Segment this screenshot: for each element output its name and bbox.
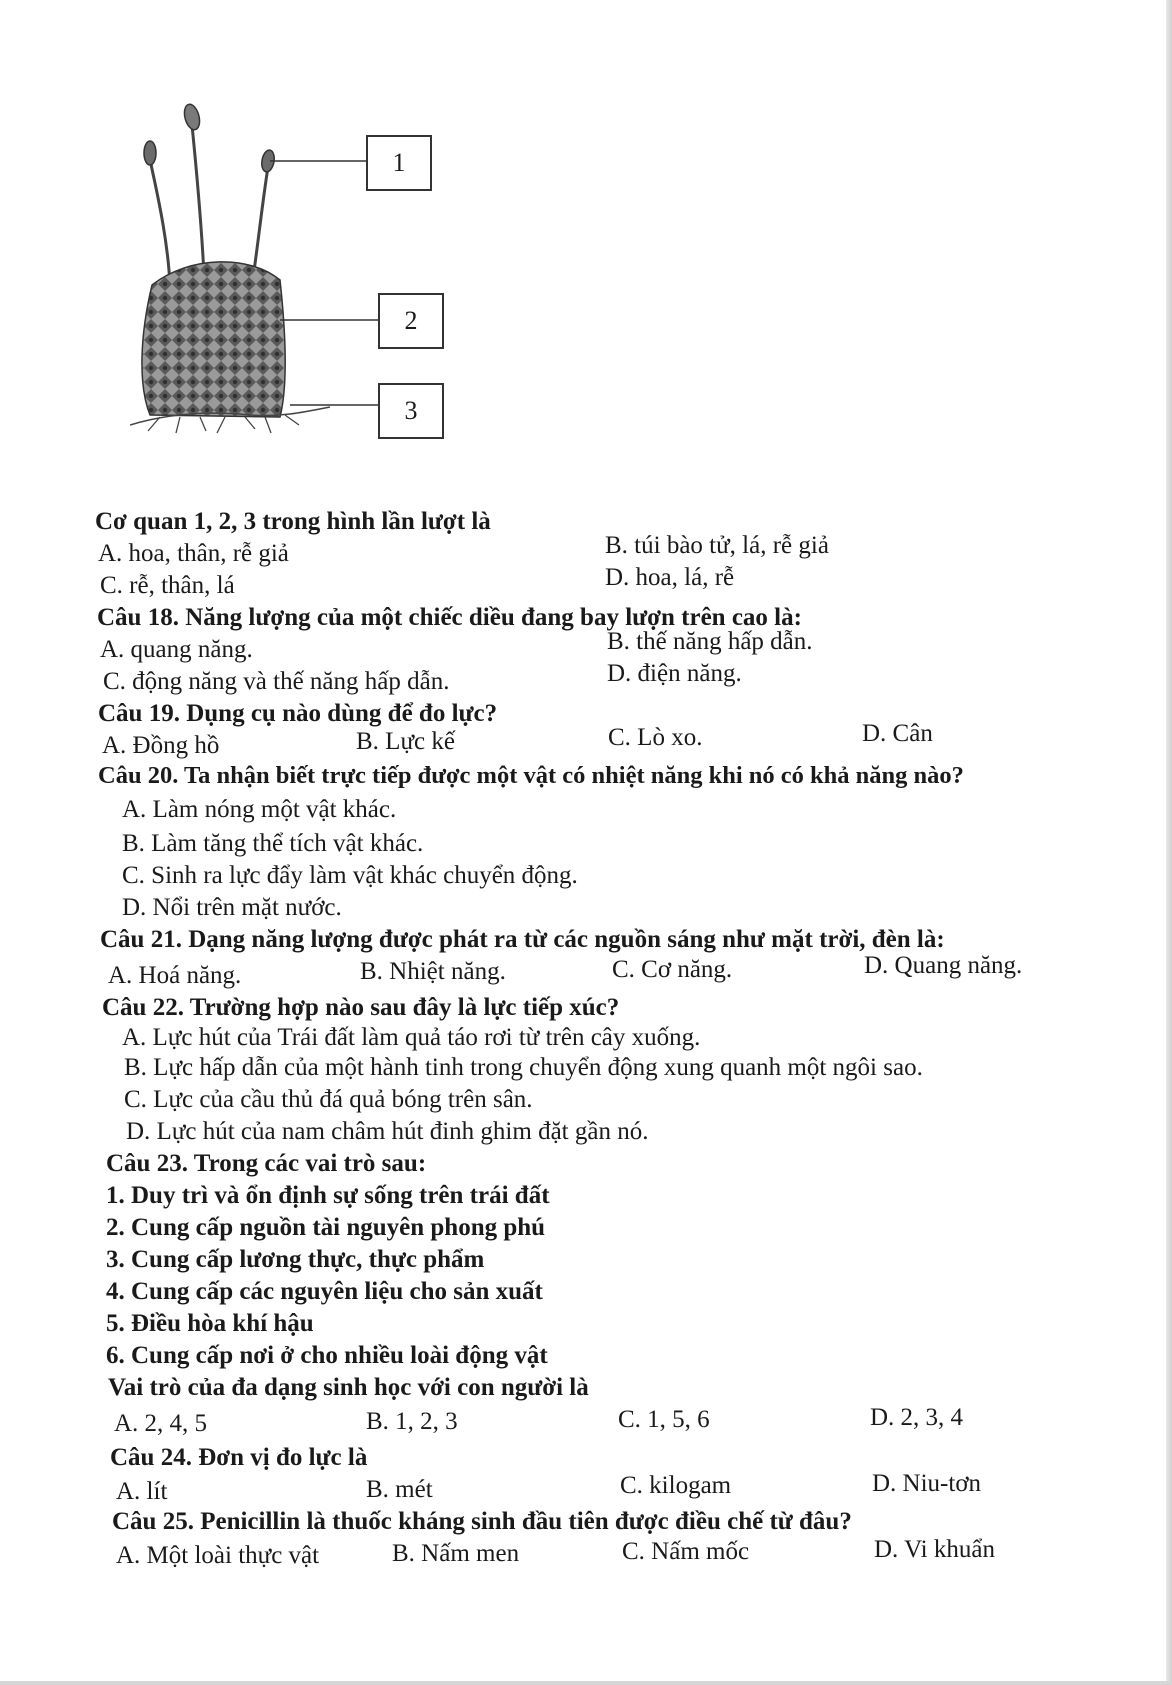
q20-option-b: B. Làm tăng thể tích vật khác. [122, 830, 424, 857]
q19-option-a: A. Đồng hồ [102, 732, 220, 759]
q20-option-c: C. Sinh ra lực đẩy làm vật khác chuyển động. [122, 862, 578, 889]
question-24-stem: Câu 24. Đơn vị đo lực là [110, 1444, 368, 1471]
q18-option-a: A. quang năng. [100, 636, 253, 663]
q21-option-d: D. Quang năng. [864, 952, 1023, 979]
q23-option-b: B. 1, 2, 3 [366, 1408, 458, 1435]
q21-option-a: A. Hoá năng. [108, 962, 242, 989]
q22-option-c: C. Lực của cầu thủ đá quả bóng trên sân. [124, 1086, 533, 1113]
q23-item-4: 4. Cung cấp các nguyên liệu cho sản xuất [106, 1278, 543, 1305]
q22-option-d: D. Lực hút của nam châm hút đinh ghim đặt gần nó. [126, 1118, 649, 1145]
q22-option-a: A. Lực hút của Trái đất làm quả táo rơi từ trên cây xuống. [122, 1024, 701, 1051]
q23-option-c: C. 1, 5, 6 [618, 1406, 710, 1433]
q25-option-d: D. Vi khuẩn [874, 1536, 995, 1563]
q17-option-a: A. hoa, thân, rễ giả [98, 540, 289, 567]
figure-label-2: 2 [378, 293, 444, 349]
question-23-stem: Câu 23. Trong các vai trò sau: [106, 1150, 427, 1177]
q18-option-c: C. động năng và thế năng hấp dẫn. [103, 668, 450, 695]
q23-item-5: 5. Điều hòa khí hậu [106, 1310, 314, 1337]
scan-bottom-edge [0, 1681, 1172, 1685]
moss-figure [130, 95, 490, 470]
q17-option-c: C. rễ, thân, lá [100, 572, 235, 599]
q19-option-c: C. Lò xo. [608, 724, 703, 751]
q24-option-a: A. lít [116, 1478, 168, 1505]
q19-option-b: B. Lực kế [356, 728, 455, 755]
q25-option-c: C. Nấm mốc [622, 1538, 750, 1565]
q22-option-b: B. Lực hấp dẫn của một hành tinh trong chuyển động xung quanh một ngôi sao. [124, 1054, 923, 1081]
question-22-stem: Câu 22. Trường hợp nào sau đây là lực tiếp xúc? [102, 994, 620, 1021]
q18-option-b: B. thế năng hấp dẫn. [607, 628, 813, 655]
q23-item-2: 2. Cung cấp nguồn tài nguyên phong phú [106, 1214, 546, 1241]
question-19-stem: Câu 19. Dụng cụ nào dùng để đo lực? [98, 700, 498, 727]
q25-option-b: B. Nấm men [392, 1540, 520, 1567]
question-25-stem: Câu 25. Penicillin là thuốc kháng sinh đầu tiên được điều chế từ đâu? [112, 1508, 852, 1535]
q17-option-d: D. hoa, lá, rễ [605, 564, 735, 591]
q24-option-c: C. kilogam [620, 1472, 732, 1499]
question-17-stem: Cơ quan 1, 2, 3 trong hình lần lượt là [95, 508, 491, 535]
question-18-stem: Câu 18. Năng lượng của một chiếc diều đang bay lượn trên cao là: [97, 604, 802, 631]
q23-option-d: D. 2, 3, 4 [870, 1404, 964, 1431]
question-21-stem: Câu 21. Dạng năng lượng được phát ra từ các nguồn sáng như mặt trời, đèn là: [100, 926, 945, 953]
q19-option-d: D. Cân [862, 720, 933, 747]
q21-option-b: B. Nhiệt năng. [360, 958, 506, 985]
question-20-stem: Câu 20. Ta nhận biết trực tiếp được một vật có nhiệt năng khi nó có khả năng nào? [98, 762, 964, 789]
q18-option-d: D. điện năng. [607, 660, 742, 687]
scan-page-edge [1166, 0, 1172, 1685]
figure-label-1: 1 [366, 135, 432, 191]
q20-option-a: A. Làm nóng một vật khác. [122, 796, 397, 823]
q24-option-b: B. mét [366, 1476, 433, 1503]
q24-option-d: D. Niu-tơn [872, 1470, 982, 1497]
q17-option-b: B. túi bào tử, lá, rễ giả [605, 532, 829, 559]
q23-item-6: 6. Cung cấp nơi ở cho nhiều loài động vật [106, 1342, 548, 1369]
q20-option-d: D. Nổi trên mặt nước. [122, 894, 342, 921]
q23-ask: Vai trò của đa dạng sinh học với con người là [108, 1374, 589, 1401]
q23-item-3: 3. Cung cấp lương thực, thực phẩm [106, 1246, 485, 1273]
q23-item-1: 1. Duy trì và ổn định sự sống trên trái đất [106, 1182, 550, 1209]
q23-option-a: A. 2, 4, 5 [114, 1410, 208, 1437]
q25-option-a: A. Một loài thực vật [116, 1542, 320, 1569]
q21-option-c: C. Cơ năng. [612, 956, 733, 983]
figure-label-3: 3 [378, 383, 444, 439]
